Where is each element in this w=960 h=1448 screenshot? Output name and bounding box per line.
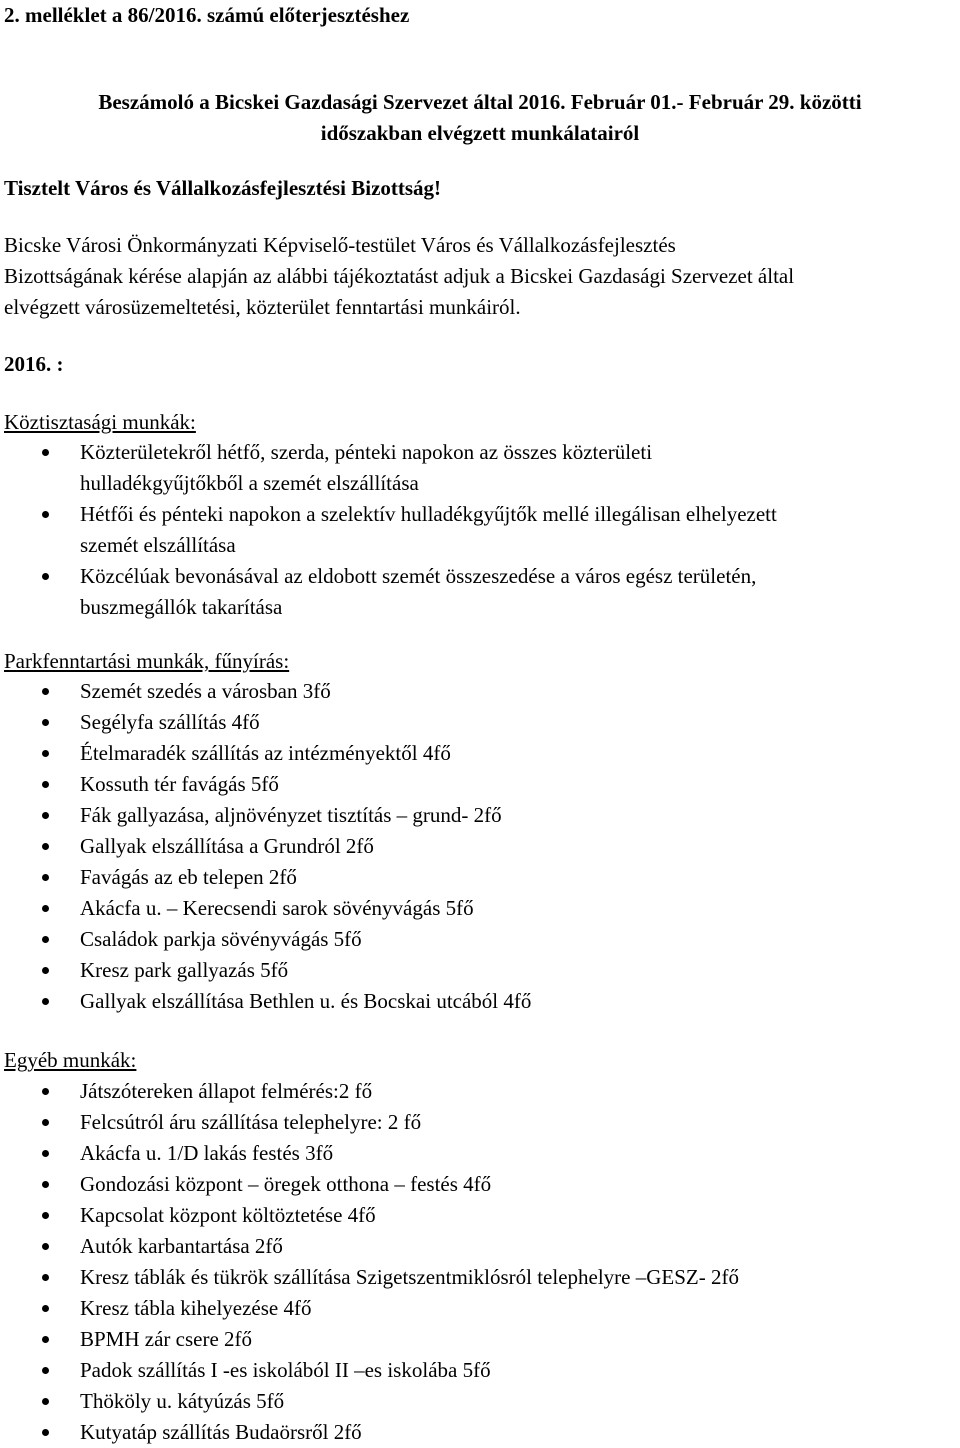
list-item-text: szemét elszállítása [80, 533, 236, 557]
list-item-text: Favágás az eb telepen 2fő [80, 865, 297, 889]
bullet-icon [42, 967, 49, 974]
list-item [0, 986, 960, 1017]
list-item-text: Hétfői és pénteki napokon a szelektív hulladékgyűjtők mellé illegálisan elhelyezett [80, 502, 777, 526]
bullet-icon [42, 781, 49, 788]
list-item-text: Kresz tábla kihelyezése 4fő [80, 1296, 312, 1320]
bullet-icon [42, 843, 49, 850]
bullet-icon [42, 905, 49, 912]
bullet-icon [42, 812, 49, 819]
bullet-icon [42, 1243, 49, 1250]
list-item-text: buszmegállók takarítása [80, 595, 283, 619]
list-item [0, 676, 960, 707]
list-item [0, 924, 960, 955]
bullet-icon [42, 1305, 49, 1312]
list-item-text: Közterületekről hétfő, szerda, pénteki napokon az összes közterületi [80, 440, 653, 464]
bullet-icon [42, 1088, 49, 1095]
bullet-icon [42, 874, 49, 881]
bullet-icon [42, 1119, 49, 1126]
list-item-text: Thököly u. kátyúzás 5fő [80, 1389, 285, 1413]
list-item-text: Kresz park gallyazás 5fő [80, 958, 289, 982]
annex-label: 2. melléklet a 86/2016. számú előterjesztéshez [4, 3, 410, 27]
bullet-icon [42, 750, 49, 757]
bullet-icon [42, 1181, 49, 1188]
list-item-text: Akácfa u. 1/D lakás festés 3fő [80, 1141, 334, 1165]
list-item [0, 800, 960, 831]
bullet-icon [42, 1150, 49, 1157]
list-item-text: Padok szállítás I -es iskolából II –es iskolába 5fő [80, 1358, 491, 1382]
list-item [0, 738, 960, 769]
list-item-text: Játszótereken állapot felmérés:2 fő [80, 1079, 373, 1103]
list-item [0, 437, 960, 499]
list-item [0, 1169, 960, 1200]
list-item-text: Ételmaradék szállítás az intézményektől 4fő [80, 741, 451, 765]
list-item-text: Szemét szedés a városban 3fő [80, 679, 331, 703]
list-item [0, 769, 960, 800]
section-heading-park-maintenance: Parkfenntartási munkák, fűnyírás: [4, 649, 290, 673]
list-item-text: Kapcsolat központ költöztetése 4fő [80, 1203, 376, 1227]
section-heading-street-cleaning: Köztisztasági munkák: [4, 410, 196, 434]
bullet-icon [42, 719, 49, 726]
document-title-line: időszakban elvégzett munkálatairól [320, 121, 640, 145]
street-cleaning-list [0, 437, 960, 623]
bullet-icon [42, 1429, 49, 1436]
bullet-icon [42, 998, 49, 1005]
bullet-icon [42, 936, 49, 943]
list-item-text: BPMH zár csere 2fő [80, 1327, 253, 1351]
list-item [0, 1355, 960, 1386]
list-item [0, 499, 960, 561]
list-item-text: Fák gallyazása, aljnövényzet tisztítás – grund- 2fő [80, 803, 502, 827]
list-item [0, 1386, 960, 1417]
intro-line: Bizottságának kérése alapján az alábbi tájékoztatást adjuk a Bicskei Gazdasági Szervezet által [4, 264, 795, 288]
list-item-text: Akácfa u. – Kerecsendi sarok sövényvágás 5fő [80, 896, 474, 920]
year-label: 2016. : [4, 352, 64, 376]
bullet-icon [42, 449, 49, 456]
list-item-text: Gallyak elszállítása Bethlen u. és Bocskai utcából 4fő [80, 989, 532, 1013]
list-item [0, 1200, 960, 1231]
list-item-text: Közcélúak bevonásával az eldobott szemét összeszedése a város egész területén, [80, 564, 757, 588]
bullet-icon [42, 1212, 49, 1219]
list-item-text: Gondozási központ – öregek otthona – festés 4fő [80, 1172, 492, 1196]
list-item-text: Családok parkja sövényvágás 5fő [80, 927, 362, 951]
other-works-list [0, 1076, 960, 1448]
bullet-icon [42, 688, 49, 695]
list-item [0, 862, 960, 893]
list-item-text: Autók karbantartása 2fő [80, 1234, 283, 1258]
list-item [0, 893, 960, 924]
bullet-icon [42, 511, 49, 518]
list-item [0, 561, 960, 623]
intro-line: elvégzett városüzemeltetési, közterület fenntartási munkáiról. [4, 295, 521, 319]
list-item [0, 707, 960, 738]
list-item [0, 1417, 960, 1448]
list-item [0, 1107, 960, 1138]
list-item [0, 955, 960, 986]
section-heading-other-works: Egyéb munkák: [4, 1048, 137, 1072]
park-maintenance-list [0, 676, 960, 1017]
list-item [0, 1138, 960, 1169]
document-title-line: Beszámoló a Bicskei Gazdasági Szervezet által 2016. Február 01.- Február 29. közötti [98, 90, 862, 114]
list-item-text: Kutyatáp szállítás Budaörsről 2fő [80, 1420, 362, 1444]
salutation: Tisztelt Város és Vállalkozásfejlesztési Bizottság! [4, 176, 442, 200]
bullet-icon [42, 1367, 49, 1374]
list-item-text: Segélyfa szállítás 4fő [80, 710, 260, 734]
list-item [0, 1076, 960, 1107]
bullet-icon [42, 1336, 49, 1343]
document-title [0, 87, 960, 149]
intro-paragraph [4, 230, 960, 323]
list-item [0, 1293, 960, 1324]
list-item-text: Felcsútról áru szállítása telephelyre: 2 fő [80, 1110, 422, 1134]
list-item [0, 1262, 960, 1293]
list-item [0, 1231, 960, 1262]
list-item-text: Kresz táblák és tükrök szállítása Szigetszentmiklósról telephelyre –GESZ- 2fő [80, 1265, 739, 1289]
list-item [0, 831, 960, 862]
list-item-text: Kossuth tér favágás 5fő [80, 772, 279, 796]
bullet-icon [42, 1398, 49, 1405]
list-item-text: hulladékgyűjtőkből a szemét elszállítása [80, 471, 419, 495]
intro-line: Bicske Városi Önkormányzati Képviselő-testület Város és Vállalkozásfejlesztés [4, 233, 676, 257]
list-item-text: Gallyak elszállítása a Grundról 2fő [80, 834, 374, 858]
list-item [0, 1324, 960, 1355]
bullet-icon [42, 1274, 49, 1281]
bullet-icon [42, 573, 49, 580]
